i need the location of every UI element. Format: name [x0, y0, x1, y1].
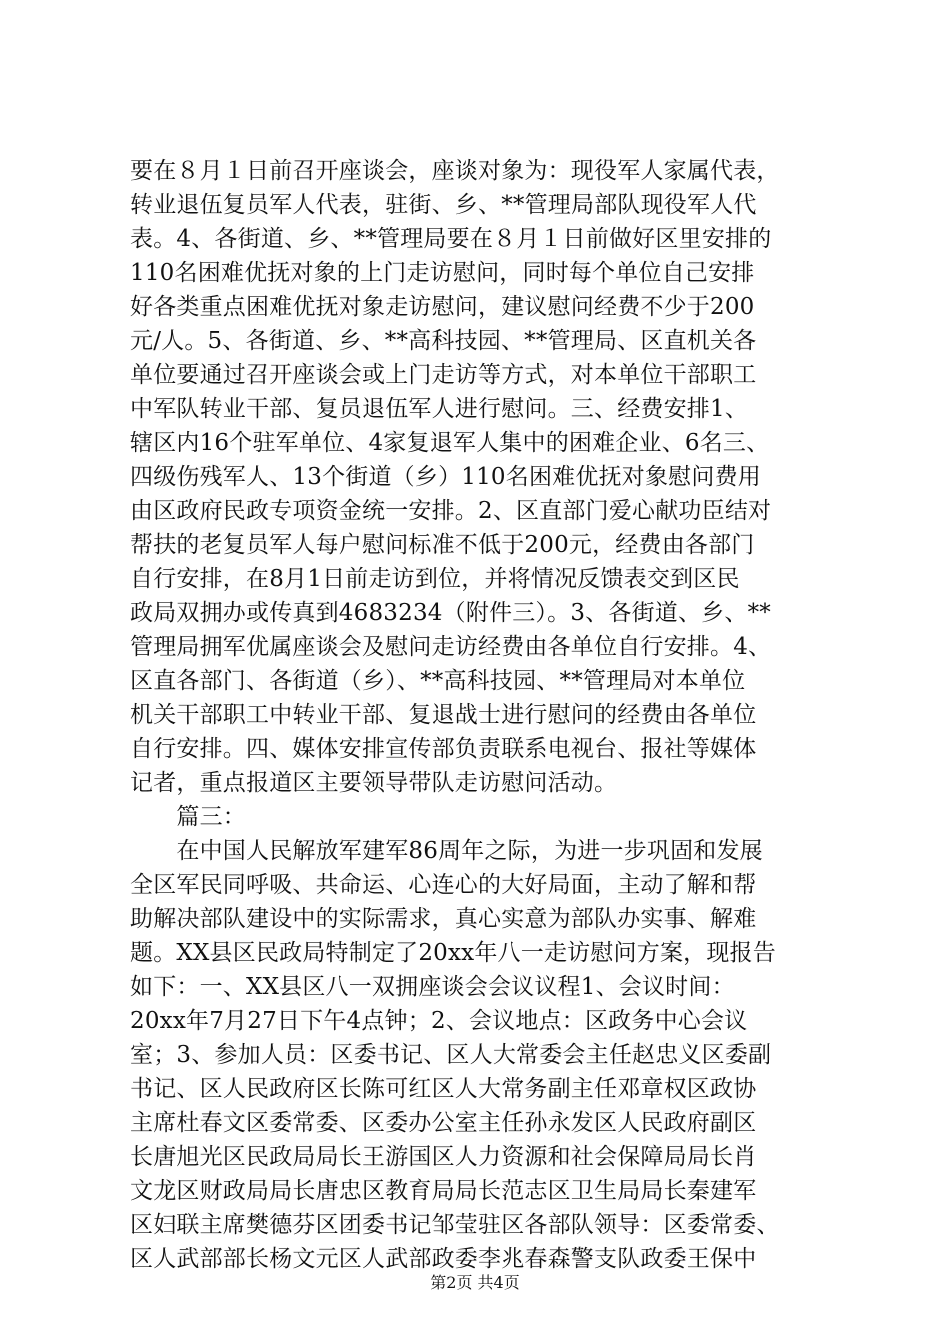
page-number-footer: 第2页 共4页: [430, 1273, 520, 1292]
text-line: 单位要通过召开座谈会或上门走访等方式，对本单位干部职工: [130, 362, 757, 388]
text-line: 在中国人民解放军建军86周年之际，为进一步巩固和发展: [130, 838, 763, 864]
text-line: 长唐旭光区民政局局长王游国区人力资源和社会保障局局长肖: [130, 1144, 757, 1170]
text-line: 机关干部职工中转业干部、复退战士进行慰问的经费由各单位: [130, 702, 757, 728]
text-line: 区直各部门、各街道（乡）、**高科技园、**管理局对本单位: [130, 668, 746, 694]
text-line: 辖区内16个驻军单位、4家复退军人集中的困难企业、6名三、: [130, 430, 770, 456]
text-line: 如下：一、XX县区八一双拥座谈会会议议程1、会议时间：: [130, 974, 735, 1000]
text-line: 记者，重点报道区主要领导带队走访慰问活动。: [130, 770, 618, 796]
text-line: 110名困难优抚对象的上门走访慰问，同时每个单位自己安排: [130, 260, 755, 286]
text-line: 四级伤残军人、13个街道（乡）110名困难优抚对象慰问费用: [130, 464, 761, 490]
text-line: 由区政府民政专项资金统一安排。2、区直部门爱心献功臣结对: [130, 498, 772, 524]
section-heading: 篇三：: [130, 804, 246, 830]
text-line: 中军队转业干部、复员退伍军人进行慰问。三、经费安排1、: [130, 396, 749, 422]
text-line: 帮扶的老复员军人每户慰问标准不低于200元，经费由各部门: [130, 532, 755, 558]
text-line: 助解决部队建设中的实际需求，真心实意为部队办实事、解难: [130, 906, 757, 932]
text-line: 自行安排，在8月1日前走访到位，并将情况反馈表交到区民: [130, 566, 740, 592]
text-line: 书记、区人民政府区长陈可红区人大常务副主任邓章权区政协: [130, 1076, 757, 1102]
text-line: 管理局拥军优属座谈会及慰问走访经费由各单位自行安排。4、: [130, 634, 772, 660]
document-body: [130, 154, 830, 1276]
text-line: 区人武部部长杨文元区人武部政委李兆春森警支队政委王保中: [130, 1246, 757, 1272]
text-line: 元/人。5、各街道、乡、**高科技园、**管理局、区直机关各: [130, 328, 757, 354]
text-line: 题。XX县区民政局特制定了20xx年八一走访慰问方案，现报告: [130, 940, 776, 966]
text-line: 转业退伍复员军人代表，驻街、乡、**管理局部队现役军人代: [130, 192, 757, 218]
text-line: 室；3、参加人员：区委书记、区人大常委会主任赵忠义区委副: [130, 1042, 772, 1068]
text-line: 全区军民同呼吸、共命运、心连心的大好局面，主动了解和帮: [130, 872, 757, 898]
text-line: 20xx年7月27日下午4点钟；2、会议地点：区政务中心会议: [130, 1008, 748, 1034]
text-line: 区妇联主席樊德芬区团委书记邹莹驻区各部队领导：区委常委、: [130, 1212, 780, 1238]
text-line: 政局双拥办或传真到4683234（附件三）。3、各街道、乡、**: [130, 600, 771, 626]
text-line: 自行安排。四、媒体安排宣传部负责联系电视台、报社等媒体: [130, 736, 757, 762]
text-line: 主席杜春文区委常委、区委办公室主任孙永发区人民政府副区: [130, 1110, 757, 1136]
text-line: 表。4、各街道、乡、**管理局要在８月１日前做好区里安排的: [130, 226, 772, 252]
text-line: 好各类重点困难优抚对象走访慰问，建议慰问经费不少于200: [130, 294, 755, 320]
text-line: 要在８月１日前召开座谈会，座谈对象为：现役军人家属代表，: [130, 158, 780, 184]
text-line: 文龙区财政局局长唐忠区教育局局长范志区卫生局局长秦建军: [130, 1178, 757, 1204]
